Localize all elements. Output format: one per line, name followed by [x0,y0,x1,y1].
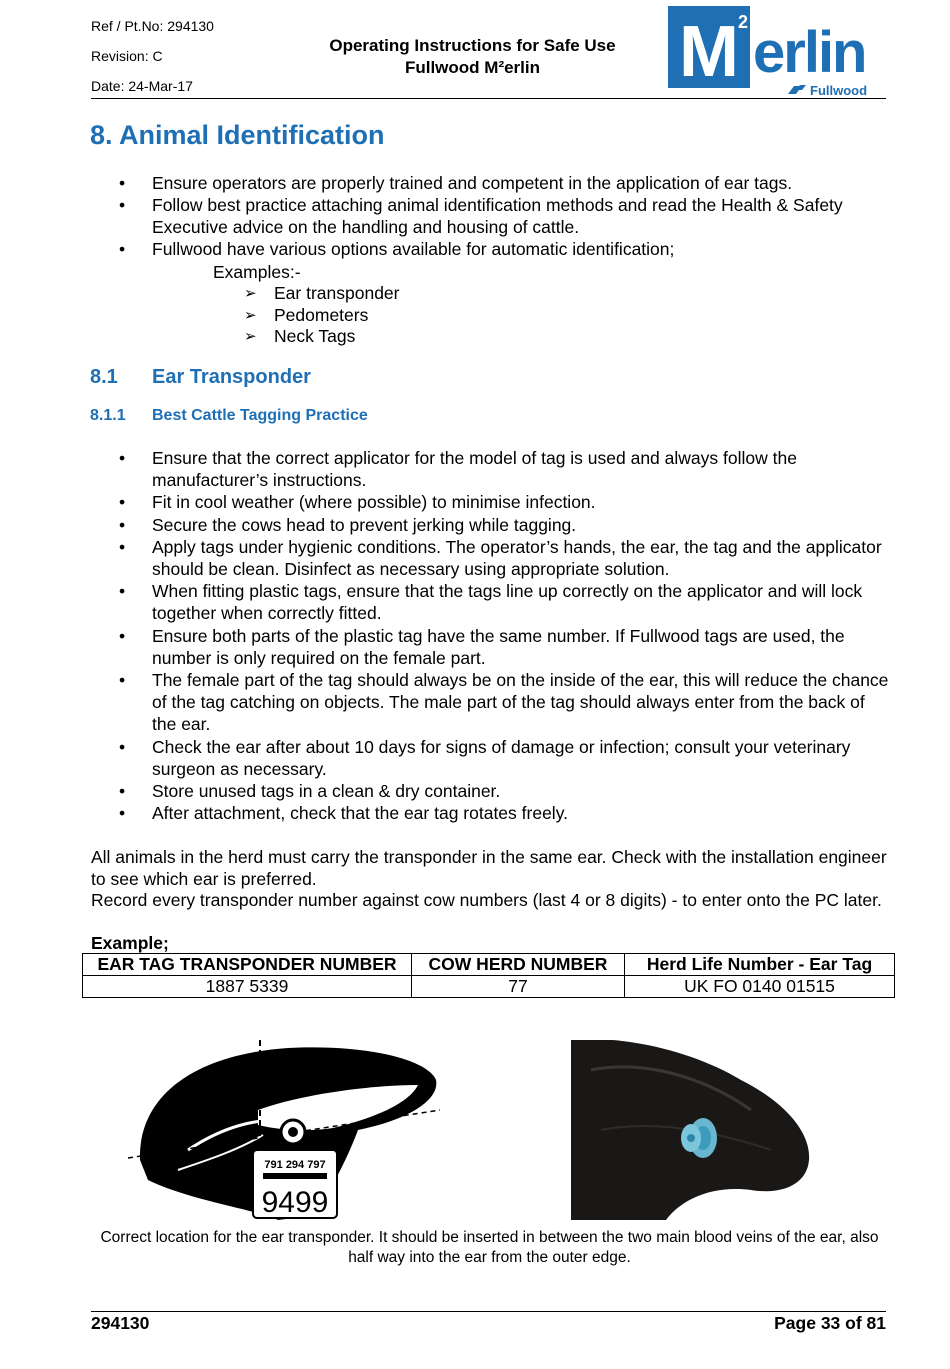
logo-superscript: 2 [738,12,749,32]
page-number: Page 33 of 81 [774,1313,886,1333]
document-title-line2: Fullwood M²erlin [404,58,541,77]
list-item: ➢ Neck Tags [244,326,400,348]
document-title-line1: Operating Instructions for Safe Use [329,36,616,55]
tagging-practice-list [91,447,891,824]
list-item: • Follow best practice attaching animal identification methods and read the Health & Safety Executive advice on the handling and housing of cattle. [91,194,891,238]
subsubsection-heading [90,407,368,425]
merlin-logo [668,6,886,98]
ref-number: Ref / Pt.No: 294130 [91,18,214,34]
list-item: • Ensure that the correct applicator for the model of tag is used and always follow the manufacturer’s instructions. [91,447,891,491]
figure-caption: Correct location for the ear transponder. It should be inserted in between the two main blood veins of the ear, also half way into the ear from the outer edge. [100,1229,879,1266]
column-header: EAR TAG TRANSPONDER NUMBER [83,954,412,976]
subsubsection-number: 8.1.1 [90,407,126,424]
list-item: ➢ Pedometers [244,305,400,327]
list-item: • Check the ear after about 10 days for signs of damage or infection; consult your veterinary surgeon as necessary. [91,736,891,780]
tag-id-text: 791 294 797 [264,1159,326,1171]
logo-fullwood: Fullwood [810,83,868,98]
footer-part-number: 294130 [91,1313,150,1333]
revision: Revision: C [91,48,163,64]
list-item: • When fitting plastic tags, ensure that the tags line up correctly on the applicator and will lock together when correctly fitted. [91,580,891,624]
table-header-row [83,954,895,976]
logo-erlin: erlin [753,20,866,85]
logo-m: M [679,12,739,92]
subsection-number: 8.1 [90,366,118,388]
section-bullet-list [91,172,891,260]
table-cell: UK FO 0140 01515 [625,976,895,998]
list-item: • The female part of the tag should always be on the inside of the ear, this will reduce the chance of the tag catching on objects. The male part of the tag should always enter from the back of the ear. [91,669,891,736]
subsection-title: Ear Transponder [152,366,311,388]
list-item: • Ensure both parts of the plastic tag have the same number. If Fullwood tags are used, the number is only required on the female part. [91,625,891,669]
column-header: COW HERD NUMBER [412,954,625,976]
list-item: • Fit in cool weather (where possible) to minimise infection. [91,491,891,513]
example-label: Example; [91,933,169,953]
tag-number-text: 9499 [261,1186,329,1219]
examples-label: Examples:- [213,262,301,282]
document-title [300,35,645,79]
transponder-table [82,953,895,998]
list-item: • Secure the cows head to prevent jerking while tagging. [91,514,891,536]
list-item: • Store unused tags in a clean & dry container. [91,780,891,802]
list-item: • After attachment, check that the ear tag rotates freely. [91,802,891,824]
subsubsection-title: Best Cattle Tagging Practice [152,407,368,424]
subsection-heading [90,366,311,389]
list-item: • Ensure operators are properly trained and competent in the application of ear tags. [91,172,891,194]
table-cell: 77 [412,976,625,998]
fullwood-mark-icon [788,85,806,94]
ear-transponder-photo [571,1040,812,1220]
examples-list [244,283,400,348]
tag-barcode-icon [263,1173,327,1179]
list-item: • Apply tags under hygienic conditions. The operator’s hands, the ear, the tag and the applicator should be clean. Disinfect as necessary using appropriate solution. [91,536,891,580]
paragraph-record-numbers: Record every transponder number against cow numbers (last 4 or 8 digits) - to enter onto the PC later. [91,890,882,910]
list-item: • Fullwood have various options available for automatic identification; [91,238,891,260]
section-heading: 8. Animal Identification [90,120,385,150]
footer-rule [91,1311,886,1312]
list-item: ➢ Ear transponder [244,283,400,305]
header-rule [91,98,886,99]
column-header: Herd Life Number - Ear Tag [625,954,895,976]
table-row [83,976,895,998]
paragraph-same-ear: All animals in the herd must carry the transponder in the same ear. Check with the installation engineer to see which ear is preferred. [91,847,887,889]
table-cell: 1887 5339 [83,976,412,998]
document-date: Date: 24-Mar-17 [91,78,193,94]
ear-tag-diagram [128,1040,440,1225]
